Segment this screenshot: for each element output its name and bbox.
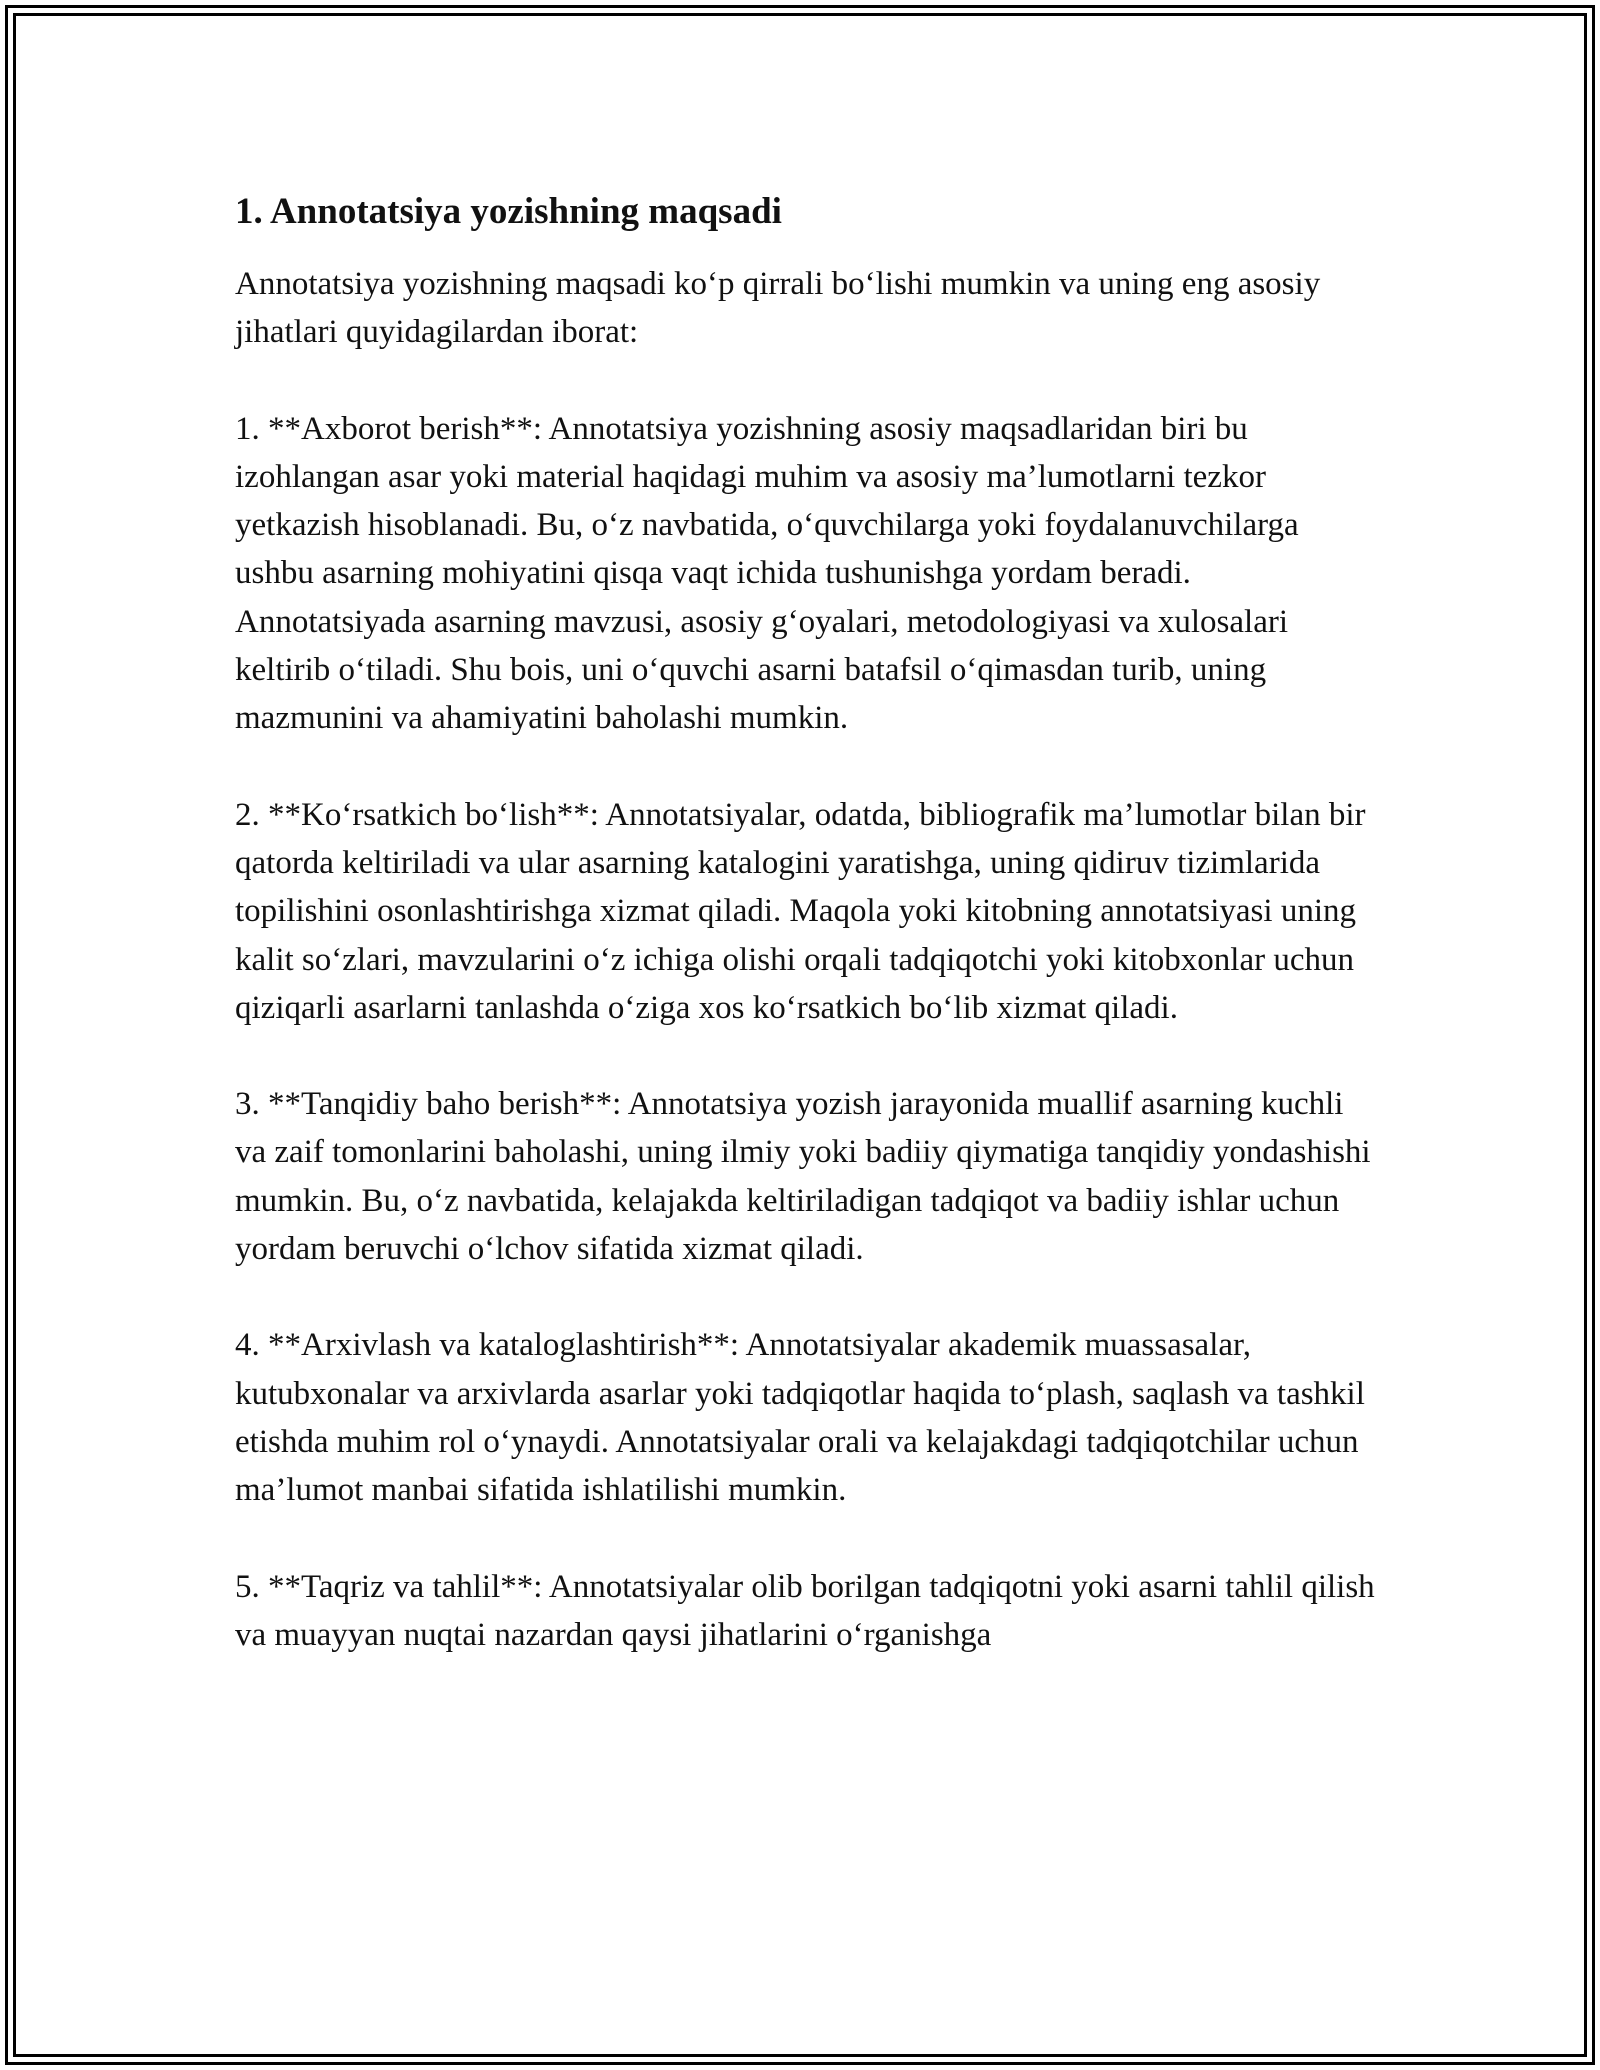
paragraph-item-3: 3. **Tanqidiy baho berish**: Annotatsiya yozish jarayonida muallif asarning kuchli va zaif tomonlarini baholashi, uning ilmiy yoki badiiy qiymatiga tanqidiy yondashishi mumkin. Bu, o‘z navbatida, kelajakda keltiriladigan tadqiqot va badiiy ishlar uchun yordam beruvchi o‘lchov sifatida xizmat qiladi. (235, 1086, 1371, 1268)
document-body (235, 188, 1375, 1707)
section-title: 1. Annotatsiya yozishning maqsadi (235, 191, 782, 232)
paragraph-item-4: 4. **Arxivlash va kataloglashtirish**: Annotatsiyalar akademik muassasalar, kutubxonalar va arxivlarda asarlar yoki tadqiqotlar haqida to‘plash, saqlash va tashkil etishda muhim rol o‘ynaydi. Annotatsiyalar orali va kelajakdagi tadqiqotchilar uchun ma’lumot manbai sifatida ishlatilishi mumkin. (235, 1327, 1365, 1509)
paragraph-intro: Annotatsiya yozishning maqsadi ko‘p qirrali bo‘lishi mumkin va uning eng asosiy jihatlari quyidagilardan iborat: (235, 266, 1321, 351)
paragraph-item-2: 2. **Ko‘rsatkich bo‘lish**: Annotatsiyalar, odatda, bibliografik ma’lumotlar bilan bir qatorda keltiriladi va ular asarning katalogini yaratishga, uning qidiruv tizimlarida topilishini osonlashtirishga xizmat qiladi. Maqola yoki kitobning annotatsiyasi uning kalit so‘zlari, mavzularini o‘z ichiga olishi orqali tadqiqotchi yoki kitobxonlar uchun qiziqarli asarlarni tanlashda o‘ziga xos ko‘rsatkich bo‘lib xizmat qiladi. (235, 796, 1366, 1026)
paragraph-item-1: 1. **Axborot berish**: Annotatsiya yozishning asosiy maqsadlaridan biri bu izohlangan asar yoki material haqidagi muhim va asosiy ma’lumotlarni tezkor yetkazish hisoblanadi. Bu, o‘z navbatida, o‘quvchilarga yoki foydalanuvchilarga ushbu asarning mohiyatini qisqa vaqt ichida tushunishga yordam beradi. Annotatsiyada asarning mavzusi, asosiy g‘oyalari, metodologiyasi va xulosalari keltirib o‘tiladi. Shu bois, uni o‘quvchi asarni batafsil o‘qimasdan turib, uning mazmunini va ahamiyatini baholashi mumkin. (235, 410, 1299, 737)
paragraph-item-5: 5. **Taqriz va tahlil**: Annotatsiyalar olib borilgan tadqiqotni yoki asarni tahlil qilish va muayyan nuqtai nazardan qaysi jihatlarini o‘rganishga (235, 1568, 1375, 1653)
